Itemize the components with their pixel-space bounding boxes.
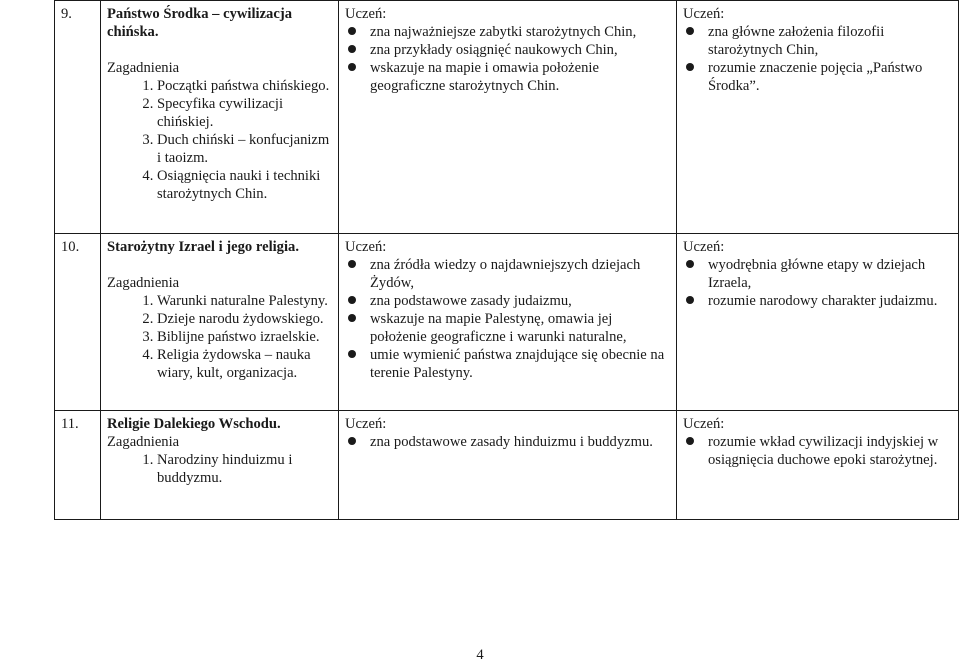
table-row [55, 1, 959, 234]
extended-requirements-cell [677, 234, 959, 411]
requirement-item [708, 256, 952, 292]
subtopic-item: 2. Specyfika cywilizacji chińskiej. [157, 95, 332, 131]
bullet-icon [686, 63, 694, 71]
requirement-item [370, 41, 670, 59]
basic-requirements-cell [339, 411, 677, 520]
subtopic-item: 2. Dzieje narodu żydowskiego. [157, 310, 332, 328]
requirement-list [345, 23, 670, 95]
requirement-text: wskazuje na mapie Palestynę, omawia jej położenie geograficzne i warunki naturalne, [370, 311, 627, 345]
extended-requirements-cell [677, 1, 959, 234]
requirement-item [708, 23, 952, 59]
table-row [55, 234, 959, 411]
subtopic-item: 1. Narodziny hinduizmu i buddyzmu. [157, 451, 332, 487]
extended-requirements-cell [677, 411, 959, 520]
requirement-item [370, 292, 670, 310]
requirement-text: zna podstawowe zasady judaizmu, [370, 293, 572, 309]
bullet-icon [686, 260, 694, 268]
subtopic-item: 3. Duch chiński – konfucjanizm i taoizm. [157, 131, 332, 167]
requirement-text: zna podstawowe zasady hinduizmu i buddyzmu. [370, 434, 653, 450]
requirement-list [345, 256, 670, 382]
table-row [55, 411, 959, 520]
topic-title: Państwo Środka – cywilizacja chińska. [107, 6, 292, 40]
bullet-icon [348, 437, 356, 445]
subtopic-item: 4. Religia żydowska – nauka wiary, kult, organizacja. [157, 346, 332, 382]
bullet-icon [348, 350, 356, 358]
bullet-icon [348, 314, 356, 322]
bullet-icon [686, 27, 694, 35]
requirement-list [345, 433, 670, 451]
requirement-item [370, 310, 670, 346]
requirement-item [708, 59, 952, 95]
requirement-text: zna przykłady osiągnięć naukowych Chin, [370, 42, 618, 58]
requirement-text: wyodrębnia główne etapy w dziejach Izraela, [708, 257, 926, 291]
requirement-item [370, 59, 670, 95]
bullet-icon [348, 260, 356, 268]
requirement-text: rozumie narodowy charakter judaizmu. [708, 293, 938, 309]
uczen-label: Uczeń: [345, 6, 387, 22]
requirement-list [683, 23, 952, 95]
bullet-icon [348, 27, 356, 35]
zagadnienia-label: Zagadnienia [107, 275, 180, 291]
requirement-item [708, 292, 952, 310]
subtopic-item: 1. Warunki naturalne Palestyny. [157, 292, 332, 310]
lesson-number: 11. [55, 411, 101, 520]
bullet-icon [348, 296, 356, 304]
bullet-icon [686, 437, 694, 445]
uczen-label: Uczeń: [683, 6, 725, 22]
lesson-number: 10. [55, 234, 101, 411]
subtopic-list [107, 77, 332, 203]
requirement-item [370, 346, 670, 382]
requirement-text: zna główne założenia filozofii starożytnych Chin, [708, 24, 885, 58]
topic-cell [101, 1, 339, 234]
uczen-label: Uczeń: [345, 239, 387, 255]
topic-cell [101, 411, 339, 520]
topic-title: Religie Dalekiego Wschodu. [107, 416, 281, 432]
subtopic-item: 1. Początki państwa chińskiego. [157, 77, 332, 95]
curriculum-table [54, 0, 959, 520]
subtopic-item: 3. Biblijne państwo izraelskie. [157, 328, 332, 346]
lesson-number: 9. [55, 1, 101, 234]
requirement-text: umie wymienić państwa znajdujące się obecnie na terenie Palestyny. [370, 347, 665, 381]
topic-title: Starożytny Izrael i jego religia. [107, 239, 299, 255]
requirement-text: zna najważniejsze zabytki starożytnych Chin, [370, 24, 637, 40]
requirement-item [370, 433, 670, 451]
requirement-item [370, 256, 670, 292]
subtopic-list [107, 292, 332, 382]
zagadnienia-label: Zagadnienia [107, 60, 180, 76]
subtopic-list [107, 451, 332, 487]
bullet-icon [348, 45, 356, 53]
requirement-text: wskazuje na mapie i omawia położenie geograficzne starożytnych Chin. [370, 60, 599, 94]
requirement-text: rozumie znaczenie pojęcia „Państwo Środka”. [708, 60, 923, 94]
requirement-text: zna źródła wiedzy o najdawniejszych dziejach Żydów, [370, 257, 641, 291]
bullet-icon [348, 63, 356, 71]
uczen-label: Uczeń: [683, 239, 725, 255]
topic-cell [101, 234, 339, 411]
requirement-list [683, 256, 952, 310]
requirement-item [370, 23, 670, 41]
requirement-text: rozumie wkład cywilizacji indyjskiej w osiągnięcia duchowe epoki starożytnej. [708, 434, 939, 468]
uczen-label: Uczeń: [345, 416, 387, 432]
basic-requirements-cell [339, 234, 677, 411]
requirement-item [708, 433, 952, 469]
basic-requirements-cell [339, 1, 677, 234]
page-number: 4 [476, 647, 484, 663]
subtopic-item: 4. Osiągnięcia nauki i techniki starożytnych Chin. [157, 167, 332, 203]
uczen-label: Uczeń: [683, 416, 725, 432]
requirement-list [683, 433, 952, 469]
zagadnienia-label: Zagadnienia [107, 434, 180, 450]
bullet-icon [686, 296, 694, 304]
